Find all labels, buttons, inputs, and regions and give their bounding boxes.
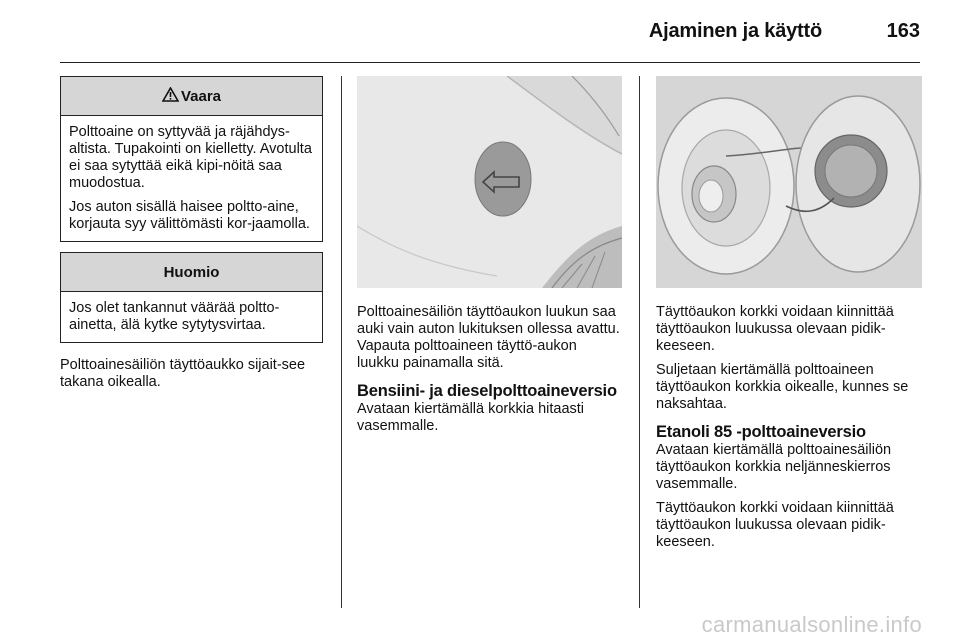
cap-holder-text-1: Täyttöaukon korkki voidaan kiinnittää täyttöaukon luukussa olevaan pidik-keeseen. xyxy=(656,304,894,354)
watermark: carmanualsonline.info xyxy=(701,612,922,637)
page-number: 163 xyxy=(886,20,920,42)
column-2 xyxy=(357,76,622,442)
petrol-diesel-heading: Bensiini- ja dieselpolttoaineversio xyxy=(357,382,617,400)
notice-box-body xyxy=(61,292,322,342)
cap-holder-text-2: Täyttöaukon korkki voidaan kiinnittää täyttöaukon luukussa olevaan pidik-keeseen. xyxy=(656,500,894,550)
notice-box-title: Huomio xyxy=(163,263,220,281)
filler-location-text: Polttoainesäiliön täyttöaukko sijait-see takana oikealla. xyxy=(60,357,306,390)
danger-text-1: Polttoaine on syttyvää ja räjähdys-altista. Tupakointi on kielletty. Avotulta ei saa sytyttää eikä kipi-nöitä saa muodostua. xyxy=(69,124,312,191)
column-1 xyxy=(60,76,323,398)
danger-box xyxy=(60,76,323,242)
danger-text-2: Jos auton sisällä haisee poltto-aine, korjauta syy välittömästi kor-jaamolla. xyxy=(69,199,310,232)
fuel-cap-illustration xyxy=(656,76,922,288)
cap-close-text: Suljetaan kiertämällä polttoaineen täyttöaukon korkkia oikealle, kunnes se naksahtaa. xyxy=(656,362,909,412)
danger-box-header xyxy=(61,77,322,116)
column-divider-1 xyxy=(341,76,342,608)
flap-text: Polttoainesäiliön täyttöaukon luukun saa auki vain auton lukituksen ollessa avattu. Vapauta polttoaineen täyttö-aukon luukku painamalla sitä. xyxy=(357,304,620,371)
warning-triangle-icon xyxy=(162,87,179,106)
fuel-flap-illustration xyxy=(357,76,622,288)
petrol-diesel-text: Avataan kiertämällä korkkia hitaasti vasemmalle. xyxy=(357,401,585,434)
page-header xyxy=(60,18,920,63)
notice-box-header xyxy=(61,253,322,292)
ethanol-heading: Etanoli 85 -polttoaineversio xyxy=(656,423,866,441)
section-title: Ajaminen ja käyttö xyxy=(648,20,822,42)
notice-text: Jos olet tankannut väärää poltto-ainetta, älä kytke sytytysvirtaa. xyxy=(69,300,280,333)
danger-box-body xyxy=(61,116,322,241)
ethanol-open-text: Avataan kiertämällä polttoainesäiliön täyttöaukon korkkia neljänneskierros vasemmalle. xyxy=(656,442,892,492)
column-3 xyxy=(656,76,922,558)
column-divider-2 xyxy=(639,76,640,608)
danger-box-title: Vaara xyxy=(180,87,222,105)
notice-box xyxy=(60,252,323,343)
